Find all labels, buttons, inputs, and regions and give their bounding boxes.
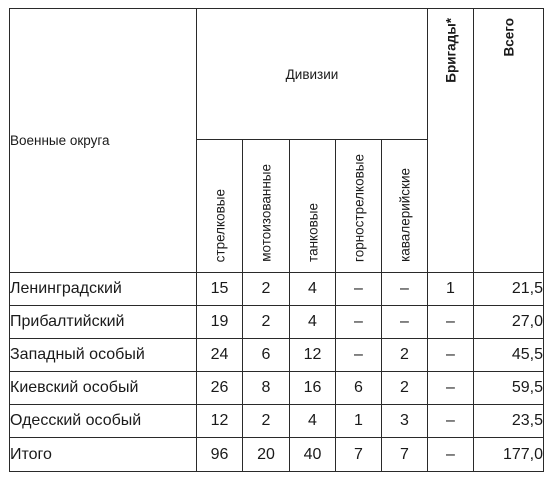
cell-tank: 16 xyxy=(290,372,336,405)
header-division-type-cell xyxy=(336,140,382,273)
cell-rifle: 15 xyxy=(197,273,243,306)
cell-motorized: 6 xyxy=(243,339,290,372)
cell-motorized: 2 xyxy=(243,273,290,306)
cell-total: 21,5 xyxy=(474,273,544,306)
cell-rifle: 26 xyxy=(197,372,243,405)
header-divisions: Дивизии xyxy=(197,9,428,140)
cell-cavalry: 7 xyxy=(382,438,428,472)
cell-cavalry: – xyxy=(382,306,428,339)
header-division-cavalry: кавалерийские xyxy=(396,168,412,262)
cell-total: 59,5 xyxy=(474,372,544,405)
header-division-type-cell xyxy=(197,140,243,273)
cell-brigades: – xyxy=(428,306,474,339)
cell-cavalry: 2 xyxy=(382,372,428,405)
header-division-type-cell xyxy=(243,140,290,273)
cell-brigades: – xyxy=(428,405,474,438)
cell-tank: 4 xyxy=(290,306,336,339)
header-division-type-cell xyxy=(382,140,428,273)
cell-rifle: 19 xyxy=(197,306,243,339)
header-total: Всего xyxy=(500,18,516,57)
header-districts: Военные округа xyxy=(10,9,197,273)
cell-mountain: – xyxy=(336,306,382,339)
header-row-top xyxy=(10,9,544,140)
district-name: Ленинградский xyxy=(10,273,197,306)
table-row xyxy=(10,372,544,405)
table-row xyxy=(10,339,544,372)
cell-brigades: – xyxy=(428,372,474,405)
cell-tank: 4 xyxy=(290,405,336,438)
table-row xyxy=(10,306,544,339)
cell-motorized: 8 xyxy=(243,372,290,405)
header-brigades-cell xyxy=(428,9,474,273)
header-brigades: Бригады* xyxy=(442,18,458,83)
cell-motorized: 2 xyxy=(243,306,290,339)
cell-tank: 4 xyxy=(290,273,336,306)
cell-mountain: 7 xyxy=(336,438,382,472)
header-division-tank: танковые xyxy=(304,203,320,262)
cell-cavalry: – xyxy=(382,273,428,306)
table-row-total xyxy=(10,438,544,472)
cell-brigades: – xyxy=(428,339,474,372)
header-division-rifle: стрелковые xyxy=(211,188,227,262)
cell-total: 23,5 xyxy=(474,405,544,438)
cell-total: 27,0 xyxy=(474,306,544,339)
cell-total: 45,5 xyxy=(474,339,544,372)
district-name: Итого xyxy=(10,438,197,472)
district-name: Западный особый xyxy=(10,339,197,372)
header-division-mountain: горнострелковые xyxy=(350,154,366,262)
cell-mountain: – xyxy=(336,273,382,306)
cell-mountain: 1 xyxy=(336,405,382,438)
header-total-cell xyxy=(474,9,544,273)
cell-tank: 40 xyxy=(290,438,336,472)
header-division-motorized: мотоизованные xyxy=(258,164,274,262)
header-division-type-cell xyxy=(290,140,336,273)
district-name: Одесский особый xyxy=(10,405,197,438)
table-row xyxy=(10,405,544,438)
cell-motorized: 2 xyxy=(243,405,290,438)
district-name: Киевский особый xyxy=(10,372,197,405)
cell-total: 177,0 xyxy=(474,438,544,472)
cell-tank: 12 xyxy=(290,339,336,372)
cell-mountain: – xyxy=(336,339,382,372)
cell-motorized: 20 xyxy=(243,438,290,472)
cell-rifle: 12 xyxy=(197,405,243,438)
table-row xyxy=(10,273,544,306)
cell-mountain: 6 xyxy=(336,372,382,405)
cell-rifle: 96 xyxy=(197,438,243,472)
cell-rifle: 24 xyxy=(197,339,243,372)
district-name: Прибалтийский xyxy=(10,306,197,339)
cell-brigades: – xyxy=(428,438,474,472)
military-districts-table xyxy=(9,8,544,472)
cell-cavalry: 3 xyxy=(382,405,428,438)
cell-cavalry: 2 xyxy=(382,339,428,372)
cell-brigades: 1 xyxy=(428,273,474,306)
